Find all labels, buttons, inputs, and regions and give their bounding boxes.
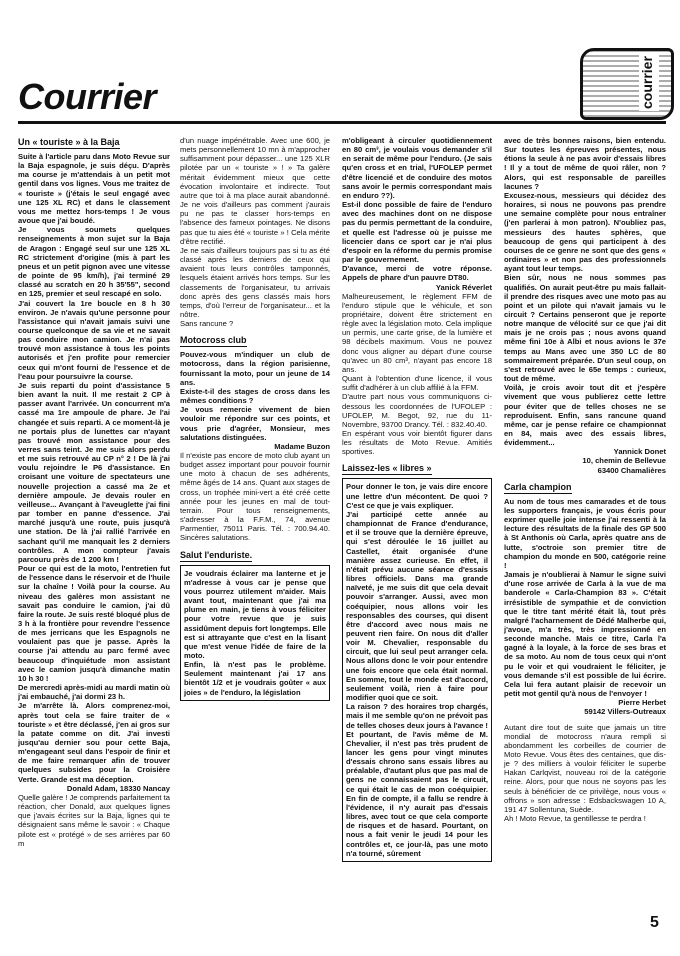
letter-text: Je vous soumets quelques renseignements à mon sujet sur la Baja de Aragon : Engagé seul sur une 125 XL RC strictement d'origine (mis à part les pneus et un petit pignon avec une vitesse de pointe de 95 km/h), j'ai terminé 29 classé au scratch en 20 h 35'55", second en 125, premier et seul rescapé en solo. [18,225,170,299]
letter-text: J'ai couvert la 1re boucle en 8 h 30 environ. Je n'avais qu'une personne pour l'assistance qui n'avait jamais suivi une course quelconque de sa vie et ne savait pas conduire mon camion. Je n'ai pas trouvé mon assistance à tous les points autorisés et j'en profite pour remercier ceux qui m'ont fourni de l'essence et de l'eau pour poursuivre la course. [18,298,170,381]
letter-text: Et pourtant, de l'avis même de M. Chevalier, il n'est pas très prudent de lancer les gens pour vingt minutes d'essais chrono sans essais libres au préalable, d'autant plus que pas mal de gens ne connaissaient pas le circuit, ce qui était le cas de mon coéquipier. En fin de compte, il a fallu se rendre à l'évidence, il n'y aurait pas d'essais libres, avec tout ce que cela comporte de risques et de hasard. Pourtant, on nous a fait venir le jeudi 14 pour les contrôles et, ce jour-là, pas une moto n'a tourné, sûrement [346,729,488,858]
letter-text: Au nom de tous mes camarades et de tous les supporters français, je vous écris pour exprimer quelle joie intense j'ai ressenti à la lecture des résultats de la finale des GP 500 à St Anthonis où Carla, après quatre ans de lutte, s'octroie son premier titre de champion du monde en 500, catégorie reine ! [504,496,666,570]
column-2 [180,136,330,701]
logo-text: courrier [639,55,659,111]
signature: Pierre Herbet [618,698,666,708]
heading-salut-enduriste: Salut l'enduriste. [180,549,253,560]
column-4 [504,136,666,823]
reply-text: Quant à l'obtention d'une licence, il vous suffit d'adhérer à un club affilié à la FFM. [342,374,492,393]
heading-motocross-club: Motocross club [180,335,247,346]
page-number: 5 [650,914,659,931]
reply-text: Ah ! Moto Revue, ta gentillesse te perdra ! [504,814,646,824]
reply-text: D'autre part nous vous communiquons ci-dessous les coordonnées de l'UFOLEP : UFOLEP, M. Begot, 92, rue du 11-Novembre, 93700 Drancy. Tél. : 832.40.40. [342,392,492,429]
page-title: Courrier [18,76,157,117]
letter-text: Pour donner le ton, je vais dire encore une lettre d'un mécontent. De quoi ? C'est ce que je vais expliquer. [346,482,488,510]
signature-address: 59142 Villers-Outreaux [584,707,666,717]
signature-address: 63400 Chamalières [597,465,666,475]
heading-laissez-les-libres: Laissez-les « libres » [342,463,432,474]
letter-text: Jamais je n'oublierai à Namur le signe suivi d'une rose arrivée de Carla à la vue de ma banderole « Carla-Champion 83 ». C'était irrésistible de sympathie et de conviction que le titre tant mérité était là, tout près malgré l'acharnement de Dédé Malherbe qui, j'avoue, m'a très, très impressionné en seconde manche. Mais ce titre, Carla l'a gagné à la loyale, à la force de ses bras et de sa moto. Au nom de tous ceux qui n'ont pu le voir et qui voudraient le féliciter, je vous demande s'il est possible de lui écrire. Cela lui fera autant plaisir de recevoir un petit mot gentil qu'à nous de l'envoyer ! [504,570,666,699]
column-1 [18,136,170,848]
letter-text: m'obligeant à circuler quotidiennement en 80 cm³, je voulais vous demander s'il en serait de même pour l'enduro. (Je sais qu'en cross et en trial, l'UFOLEP permet d'être licencié et de conduire des motos sans avoir le permis correspondant mais en enduro ??). [342,136,492,200]
heading-carla-champion: Carla champion [504,481,572,492]
letter-text: Enfin, là n'est pas le problème. Seulement maintenant j'ai 17 ans bientôt 1/2 et je voudrais goûter « aux joies » de l'enduro, la législation [184,660,326,697]
letter-text: Voilà, je crois avoir tout dit et j'espère vivement que vous publierez cette lettre pour éviter que de telles choses ne se reproduisent. Enfin, sans rancune quand même, car je pense refaire ce championnat en 84, mais avec des essais libres, évidemment... [504,383,666,448]
letter-text: Pour ce qui est de la moto, l'entretien fut de l'essence dans le réservoir et de l'huile sur la chaîne ! Voilà pour la course. Au niveau des galères mon assistant ne savait pas conduire le camion, j'ai dû faire la route. Je suis resté bloqué plus de 3 h à la frontière pour revendre l'essence de mes jerricans que les Espagnols ne voulaient pas que je passe. Après la course j'ai attendu au parc fermé avec beaucoup d'inquiétude mon assistant avec le camion jusqu'à dimanche matin 10 h 30 ! [18,564,170,683]
reply-text: Sans rancune ? [180,319,234,329]
letter-text: Je suis reparti du point d'assistance 5 bien avant la nuit. Il me restait 2 CP à passer avant l'arrivée. Un concurrent m'a cassé ma 1re ampoule de phare. Je l'ai changée et suis reparti. A ce moment-là je ne portais plus de lunettes car n'ayant pas trouvé mon assistance pour des verres sans teint. Je me suis alors perdu et me suis retrouvé au CP n° 2 ! De là j'ai voulu rejoindre le P6 d'assistance. En croisant une voiture de spectateurs une nouvelle projection a cassé ma 2e et dernière ampoule. Je devais rouler en veilleuse... Avançant à l'aveuglette j'ai fini par tomber en panne d'essence. J'ai marché jusqu'à une route, puis jusqu'à une station. De là j'ai rallié l'arrivée en sachant qu'il me manquait les 2 derniers contrôles. A mon compteur j'avais parcouru près de 1 200 km ! [18,380,170,564]
courrier-logo [580,48,674,120]
letter-text: Pouvez-vous m'indiquer un club de motocross, dans la région parisienne, fournissant la moto, pour un jeune de 14 ans. [180,350,330,387]
letter-text: De mercredi après-midi au mardi matin où j'ai embauché, j'ai dormi 23 h. [18,683,170,702]
signature-address: 10, chemin de Bellevue [582,456,666,466]
letter-text: Excusez-nous, messieurs qui décidez des horaires, si nous ne pouvons pas prendre une semaine complète pour nous entraîner (j'en parlerai à mon patron). N'oubliez pas, messieurs des hautes sphères, que beaucoup de gens qui participent à des courses de ce genre ne sont que des gens « ordinaires » et non pas des professionnels ayant tout leur temps. [504,190,666,274]
signature: Yannick Donet [613,447,666,457]
letter-text: La raison ? des horaires trop chargés, mais il me semble qu'on ne prévoit pas de telles choses deux jours à l'avance ! [346,702,488,730]
letter-text: Bien sûr, nous ne nous sommes pas qualifiés. On aurait peut-être pu mais fallait-il prendre des risques avec une moto pas au point et un pilote qui n'avait jamais vu le circuit ? Certains penseront que je reporte notre manque de vélocité sur ce que j'ai dit mais je ne crois pas ; nous avons quand même fini 10e à Albi et nous avions le 37e temps au Mans avec une 350 LC de 80 sommairement préparée. D'un seul coup, on s'est retrouvé avec le 65e temps : curieux, tout de même. [504,273,666,384]
letter-box [342,478,492,861]
letter-text: Je vous remercie vivement de bien vouloir me répondre sur ces points, et vous prie d'agréer, Monsieur, mes salutations distinguées. [180,405,330,442]
heading-touriste: Un « touriste » à la Baja [18,137,120,147]
reply-text: Autant dire tout de suite que jamais un titre mondial de motocross n'aura rempli si abondamment les corbeilles de courrier de Moto Revue. Vous êtes des centaines, que dis-je ? des milliers à vouloir féliciter le superbe Hakan Carlqvist, nouveau roi de la catégorie reine. Alors, pour que nous ne soyons pas les seuls à bénéficier de ce privilège, nous vous « offrons » son adresse : Edsbackswagen 10 A, 191 47 Sollentuna, Suède. [504,722,666,814]
letter-text: Je m'arrête là. Alors comprenez-moi, après tout cela se faire traiter de « touriste » et être déclassé, j'en ai gros sur la patate comme on dit. J'ai investi jusqu'au dernier sou pour cette Baja, m'engageant seul dans l'espoir de finir et de me faire remarquer afin de trouver quelques subsides pour la Croisière Verte. Grande est ma déception. [18,701,170,784]
reply-text: Malheureusement, le règlement FFM de l'enduro stipule que le véhicule, et son propriétaire, doivent être strictement en règle avec la législation moto. Cela implique un permis, une carte grise, de la lumière et 98 décibels maximum. Vous ne pouvez donc vous aligner au départ d'une course qu'avec un 80 cm³, n'ayant pas encore 18 ans. [342,291,492,374]
letter-text: Je voudrais éclairer ma lanterne et je m'adresse à vous car je pense que vous pourrez utilement m'aider. Mais avant tout, maintenant que j'ai ma plume en main, je tiens à vous féliciter pour votre revue que je suis assidûment depuis fort longtemps. Elle est si attrayante que c'est en la lisant que m'est venue l'idée de faire de la moto. [184,568,326,660]
letter-text: avec de très bonnes raisons, bien entendu. Sur toutes les épreuves présentes, nous étions la seule à ne pas avoir d'essais libres ! Il y a tout de même de quoi râler, non ? Alors, qui est responsable de pareilles lacunes ? [504,136,666,191]
letter-text: Suite à l'article paru dans Moto Revue sur la Baja espagnole, je suis déçu. D'après ma course je m'attendais à un petit mot gentil dans vos lignes. Vous me traitez de « touriste » (j'étais le seul engagé avec une 125 XL RC) et dans le classement vous me mettez hors-temps ! Je vous avoue que j'ai boudé. [18,152,170,226]
reply-text: Quelle galère ! Je comprends parfaitement ta réaction, cher Donald, aux quelques lignes que j'avais écrites sur la Baja, lignes qui te désignaient sans même le savoir : « Chaque pilote est « protégé » de ses arrières par 60 m [18,792,170,848]
reply-text: Je ne sais d'ailleurs toujours pas si tu as été classé après les derniers de ceux qui avaient tous leurs contrôles tamponnés, lesquels étaient arrivés hors temps. Sur les classements de l'organisateur, tu arrivais donc après des gens classés mais hors temps, d'où l'erreur de l'organisateur... et la nôtre. [180,245,330,319]
title-rule [18,121,666,124]
signature: Yanick Réverlet [435,282,492,292]
column-3 [342,136,492,862]
signature: Madame Buzon [274,441,330,451]
reply-text: d'un nuage impénétrable. Avec une 600, je mets personnellement 10 mn à m'approcher suffisamment pour dépasser... une 125 XLR pilotée par un « touriste » ! » Ta galère méritait évidemment mieux que cette évocation involontaire et indirecte. Tout autre que toi à ma place aurait abandonné. Je ne vois d'ailleurs pas comment j'aurais pu ne pas te classer hors-temps en l'absence des fameux pointages. Ne disons pas que tu aies été « touriste » ! Cela mérite d'être rectifié. [180,136,330,246]
letter-box [180,565,330,701]
reply-text: En espérant vous voir bientôt figurer dans les résultats de Moto Revue. Amitiés sportives. [342,429,492,457]
letter-text: Est-il donc possible de faire de l'enduro avec des machines dont on ne dispose pas du permis permettant de la conduire, et quelle est l'adresse où je puisse me licencier dans ce sport car je n'ai plus d'espoir en la réforme du permis promise par le gouvernement. [342,200,492,265]
letter-text: J'ai participé cette année au championnat de France d'endurance, et il se trouve que la dernière épreuve, qui s'est déroulée le 16 juillet au Castellet, était organisée d'une manière assez curieuse. En effet, il n'était prévu aucune séance d'essais libres officiels. Dans ma grande naïveté, je me suis dit que cela devait pouvoir s'arranger. Aussi, avec mon coéquipier, nous allons voir les responsables des courses, qui disent être d'accord avec nous mais ne peuvent rien faire. On nous dit d'aller voir M. Chevalier, responsable du circuit, que lui seul peut arranger cela. Nous allons donc le voir pour entendre une fois encore que cela était normal. En somme, tout le monde est d'accord, seulement voilà, rien à faire pour modifier quoi que ce soit. [346,509,488,703]
letter-text: Existe-t-il des stages de cross dans les mêmes conditions ? [180,386,330,406]
signature: Donald Adam, 18330 Nancay [66,783,170,793]
reply-text: Il n'existe pas encore de moto club ayant un budget assez important pour pouvoir fournir une moto à chacun de ses adhérents, même âgés de 14 ans. Quant aux stages de cross, un trophée mini-vert a été créé cette année pour les jeunes en mal de tout-terrain. Pour tous renseignements, s'adresser à la F.F.M., 74, avenue Parmentier, 75011 Paris. Tél. : 700.94.40. Sincères salutations. [180,451,330,543]
letter-text: D'avance, merci de votre réponse. Appels de phare d'un pauvre DT80. [342,264,492,283]
